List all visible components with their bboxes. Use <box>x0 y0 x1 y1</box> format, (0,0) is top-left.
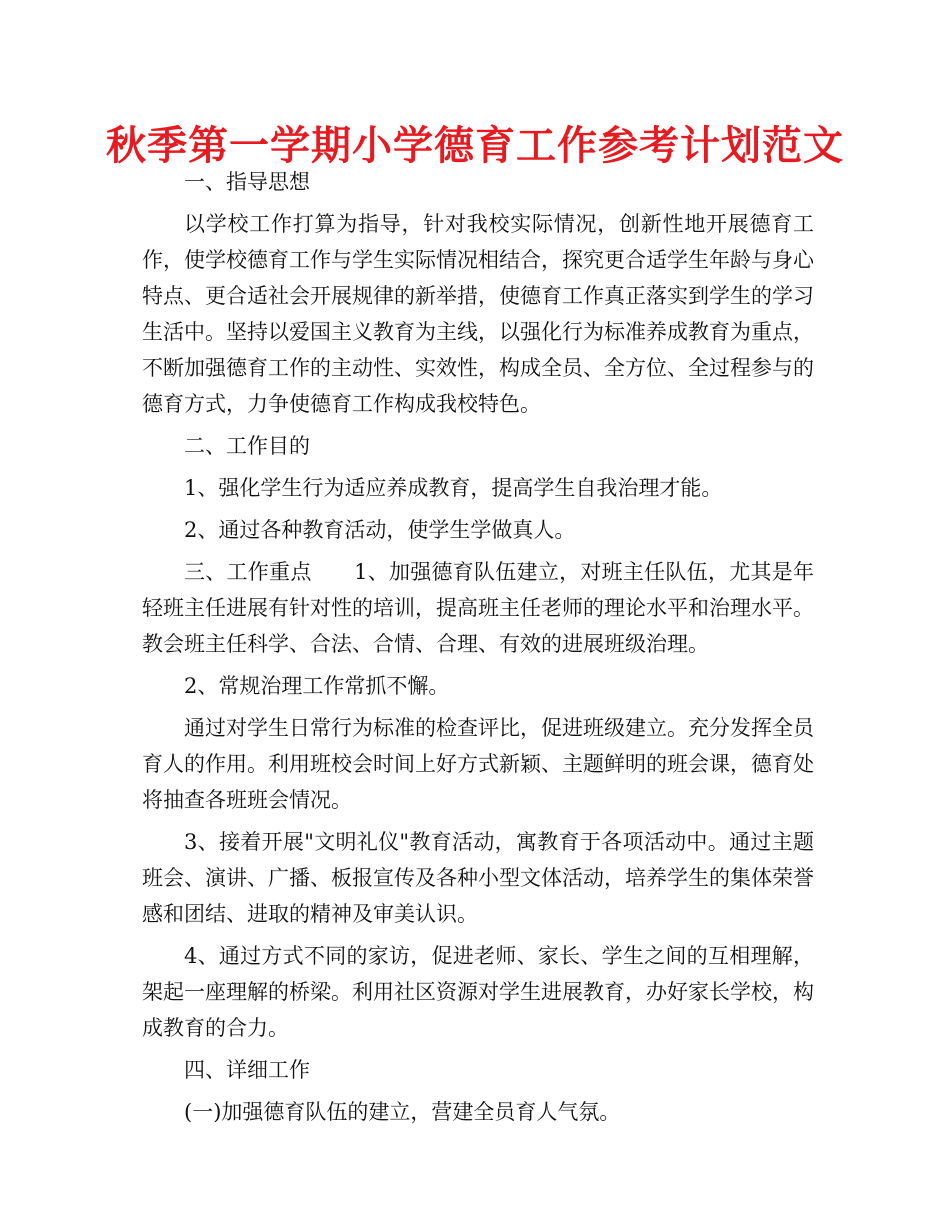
paragraph-routine-management: 通过对学生日常行为标准的检查评比，促进班级建立。充分发挥全员育人的作用。利用班校会时间上好方式新颖、主题鲜明的班会课，德育处将抽查各班班会情况。 <box>142 716 814 812</box>
paragraph-work-focus-4: 4、通过方式不同的家访，促进老师、家长、学生之间的互相理解，架起一座理解的桥梁。利用社区资源对学生进展教育，办好家长学校，构成教育的合力。 <box>142 944 814 1040</box>
document-body <box>142 164 814 1136</box>
paragraph-goal-1: 1、强化学生行为适应养成教育，提高学生自我治理才能。 <box>184 476 723 500</box>
paragraph-guiding-ideology: 以学校工作打算为指导，针对我校实际情况，创新性地开展德育工作，使学校德育工作与学生实际情况相结合，探究更合适学生年龄与身心特点、更合适社会开展规律的新举措，使德育工作真正落实到学生的学习生活中。坚持以爱国主义教育为主线，以强化行为标准养成教育为重点，不断加强德育工作的主动性、实效性，构成全员、全方位、全过程参与的德育方式，力争使德育工作构成我校特色。 <box>142 212 814 416</box>
paragraph-goal-2: 2、通过各种教育活动，使学生学做真人。 <box>184 518 576 542</box>
paragraph-detailed-work-1: (一)加强德育队伍的建立，营建全员育人气氛。 <box>184 1100 621 1124</box>
document-title: 秋季第一学期小学德育工作参考计划范文 <box>106 123 844 169</box>
paragraph-work-focus-3: 3、接着开展"文明礼仪"教育活动，寓教育于各项活动中。通过主题班会、演讲、广播、板报宣传及各种小型文体活动，培养学生的集体荣誉感和团结、进取的精神及审美认识。 <box>142 830 814 926</box>
paragraph-work-focus-2: 2、常规治理工作常抓不懈。 <box>184 674 450 698</box>
heading-guiding-ideology: 一、指导思想 <box>184 170 310 194</box>
heading-work-goals: 二、工作目的 <box>184 434 310 458</box>
paragraph-work-focus-1: 三、工作重点 1、加强德育队伍建立，对班主任队伍，尤其是年轻班主任进展有针对性的培训，提高班主任老师的理论水平和治理水平。教会班主任科学、合法、合情、合理、有效的进展班级治理。 <box>142 560 814 656</box>
heading-detailed-work: 四、详细工作 <box>184 1058 310 1082</box>
